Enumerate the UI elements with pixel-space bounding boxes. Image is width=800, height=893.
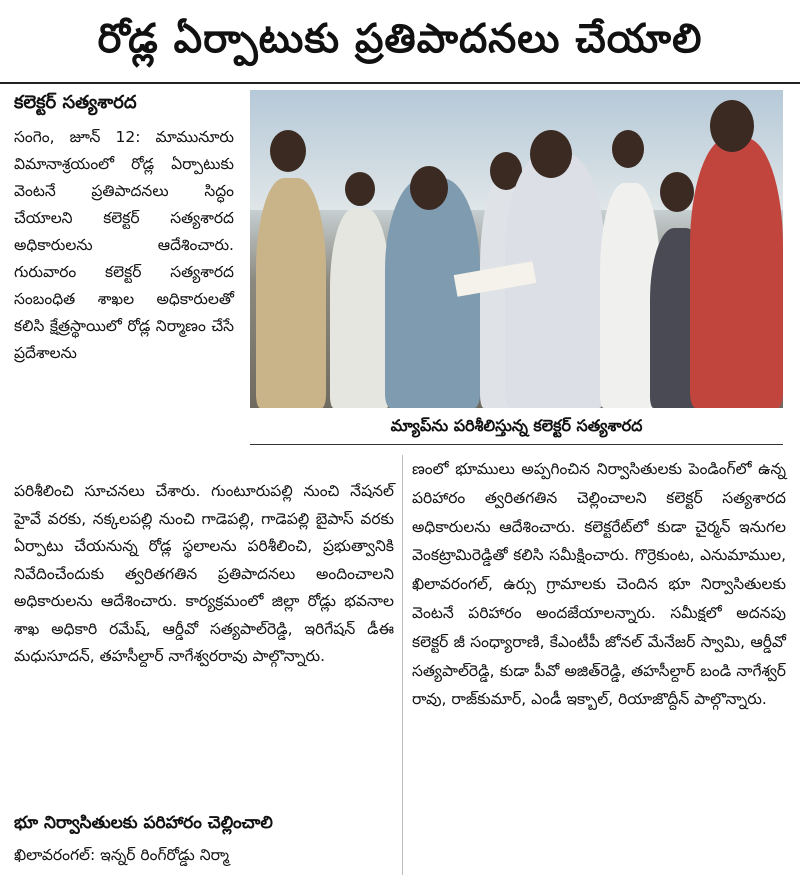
photo-head [710, 100, 754, 152]
photo-head [530, 130, 572, 178]
news-photo [250, 90, 783, 408]
left-column [14, 124, 234, 367]
photo-head [660, 172, 694, 212]
photo-figure [690, 138, 783, 408]
subheading: భూ నిర్వాసితులకు పరిహారం చెల్లించాలి [14, 813, 273, 833]
byline: కలెక్టర్ సత్యశారద [14, 92, 137, 113]
photo-figure [330, 208, 390, 408]
lower-left-column [14, 478, 394, 671]
photo-head [612, 130, 644, 168]
right-column-text: ణంలో భూములు అప్పగించిన నిర్వాసితులకు పెండింగ్‌లో ఉన్న పరిహారం త్వరితగతిన చెల్లించాలని కలెక్టర్ సత్యశారద అధికారులను ఆదేశించారు. కలెక్టరేట్‌లో కుడా చైర్మన్ ఇనుగల వెంకట్రామిరెడ్డితో కలిసి సమీక్షించారు. గొర్రెకుంట, ఎనుమాముల, ఖిలావరంగల్, ఉర్సు గ్రామాలకు చెందిన భూ నిర్వాసితులకు వెంటనే పరిహారం అందజేయాలన్నారు. సమీక్షలో అదనపు కలెక్టర్ జీ సంధ్యారాణి, కేఎంటీపీ జోనల్ మేనేజర్ స్వామి, ఆర్డీవో సత్యపాల్‌రెడ్డి, కుడా పీవో అజిత్‌రెడ్డి, తహసీల్దార్ బండి నాగేశ్వర్ రావు, రాజ్‌కుమార్, ఎండీ ఇక్బాల్, రియాజొద్దీన్ పాల్గొన్నారు. [412, 460, 786, 709]
photo-caption: మ్యాప్‌ను పరిశీలిస్తున్న కలెక్టర్ సత్యశారద [250, 414, 783, 445]
right-column [412, 455, 786, 714]
photo-head [410, 166, 448, 210]
headline: రోడ్ల ఏర్పాటుకు ప్రతిపాదనలు చేయాలి [0, 0, 800, 84]
left-column-text: సంగెం, జూన్ 12: మామునూరు విమానాశ్రయంలో రోడ్ల ఏర్పాటుకు వెంటనే ప్రతిపాదనలు సిద్ధం చేయాలని కలెక్టర్ సత్యశారద అధికారులను ఆదేశించారు. గురువారం కలెక్టర్ సత్యశారద సంబంధిత శాఖల అధికారులతో కలిసి క్షేత్రస్థాయిలో రోడ్ల నిర్మాణం చేసే ప్రదేశాలను [14, 128, 234, 362]
photo-head [345, 172, 375, 206]
subheading-paragraph: ఖిలావరంగల్: ఇన్నర్ రింగ్‌రోడ్డు నిర్మా [14, 846, 230, 864]
photo-head [270, 130, 306, 172]
column-divider [402, 455, 403, 875]
photo-figure-police [256, 178, 326, 408]
lower-left-text: పరిశీలించి సూచనలు చేశారు. గుంటూరుపల్లి నుంచి నేషనల్ హైవే వరకు, నక్కలపల్లి నుంచి గాడెపల్లి, గాడెపల్లి బైపాస్ వరకు ఏర్పాటు చేయనున్న రోడ్ల స్థలాలను పరిశీలించి, ప్రభుత్వానికి నివేదించేందుకు త్వరితగతిన ప్రతిపాదనలు అందించాలని అధికారులను ఆదేశించారు. కార్యక్రమంలో జిల్లా రోడ్లు భవనాల శాఖ అధికారి రమేష్, ఆర్డీవో సత్యపాల్‌రెడ్డి, ఇరిగేషన్ డీఈ మధుసూదన్, తహసీల్దార్ నాగేశ్వరరావు పాల్గొన్నారు. [14, 482, 394, 665]
